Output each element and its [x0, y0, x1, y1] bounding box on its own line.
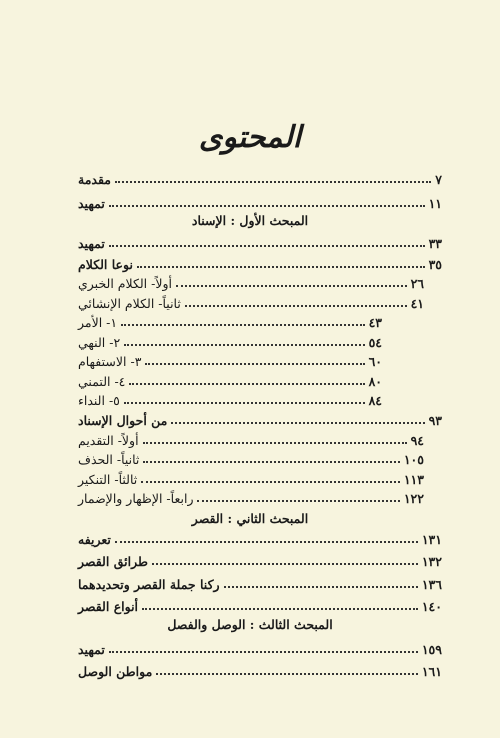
toc-entry-page-number: ١٣١: [421, 531, 442, 547]
toc-entry-page-number: ٨٠: [368, 373, 382, 389]
toc-entry-label: ركنا جملة القصر وتحديدهما: [78, 576, 220, 592]
toc-entry-label: أولاً- التقديم: [78, 432, 139, 448]
section-heading: المبحث الثالث : الوصل والفصل: [167, 617, 333, 632]
toc-entry-label: تعريفه: [78, 531, 111, 547]
toc-entry[interactable]: [74, 333, 382, 351]
toc-entry[interactable]: [74, 194, 442, 212]
dot-leader: [109, 205, 425, 207]
dot-leader: [176, 285, 407, 287]
toc-entry-label: أنواع القصر: [78, 598, 139, 614]
toc-entry[interactable]: [74, 313, 382, 331]
dot-leader: [115, 541, 418, 543]
dot-leader: [152, 563, 418, 565]
toc-entry-label: ٢- النهي: [78, 334, 121, 350]
toc-entry-page-number: ١٥٩: [421, 641, 442, 657]
toc-entry-label: ثانياً- الكلام الإنشائي: [78, 295, 181, 311]
dot-leader: [129, 383, 364, 385]
toc-entry-label: تمهيد: [78, 235, 105, 251]
toc-entry-label: ٤- التمني: [78, 373, 126, 389]
toc-entry-label: مقدمة: [78, 171, 111, 187]
dot-leader: [115, 181, 431, 183]
toc-entry-page-number: ٢٦: [410, 275, 424, 291]
toc-entry-label: مواطن الوصل: [78, 663, 153, 679]
section-heading: المبحث الأول : الإسناد: [191, 213, 309, 228]
toc-entry[interactable]: [74, 489, 424, 507]
toc-entry-label: ٣- الاستفهام: [78, 353, 142, 369]
toc-entry-page-number: ٤٣: [368, 314, 382, 330]
toc-entry[interactable]: [74, 411, 442, 429]
toc-entry[interactable]: [74, 391, 382, 409]
toc-entry-label: ثانياً- الحذف: [78, 451, 140, 467]
dot-leader: [121, 324, 364, 326]
toc-entry[interactable]: [74, 575, 442, 593]
toc-entry[interactable]: [74, 170, 442, 188]
toc-entry[interactable]: [74, 450, 424, 468]
dot-leader: [143, 442, 407, 444]
toc-entry[interactable]: [74, 662, 442, 680]
toc-entry-page-number: ١٦١: [421, 663, 442, 679]
toc-entry[interactable]: [74, 294, 424, 312]
dot-leader: [137, 266, 425, 268]
toc-entry-page-number: ١١: [428, 195, 442, 211]
toc-entry-page-number: ١٣٦: [421, 576, 442, 592]
toc-entry-label: نوعا الكلام: [78, 256, 133, 272]
dot-leader: [197, 500, 399, 502]
dot-leader: [224, 586, 418, 588]
dot-leader: [141, 481, 400, 483]
toc-entry-page-number: ١١٣: [403, 471, 424, 487]
toc-entry-page-number: ١٢٢: [403, 490, 424, 506]
toc-entry[interactable]: [74, 530, 442, 548]
dot-leader: [109, 651, 418, 653]
toc-entry-label: رابعاً- الإظهار والإضمار: [78, 490, 194, 506]
dot-leader: [145, 363, 364, 365]
dot-leader: [185, 305, 407, 307]
section-heading: المبحث الثاني : القصر: [191, 511, 309, 526]
toc-entry-page-number: ٩٤: [410, 432, 424, 448]
toc-entry-label: أولاً- الكلام الخبري: [78, 275, 172, 291]
dot-leader: [109, 245, 425, 247]
toc-entry-page-number: ٥٤: [368, 334, 382, 350]
dot-leader: [171, 422, 424, 424]
toc-entry-label: ٥- النداء: [78, 392, 120, 408]
toc-entry-label: من أحوال الإسناد: [78, 412, 168, 428]
toc-entry[interactable]: [74, 234, 442, 252]
toc-entry[interactable]: [74, 372, 382, 390]
toc-entry-label: ١- الأمر: [78, 314, 118, 330]
toc-entry[interactable]: [74, 640, 442, 658]
toc-entry[interactable]: [74, 274, 424, 292]
dot-leader: [124, 402, 365, 404]
dot-leader: [143, 461, 399, 463]
toc-entry-page-number: ٨٤: [368, 392, 382, 408]
toc-entry-page-number: ٧: [435, 171, 442, 187]
toc-entry-page-number: ٣٣: [428, 235, 442, 251]
toc-entry[interactable]: [74, 597, 442, 615]
toc-entry-label: طرائق القصر: [78, 553, 148, 569]
page-title: المحتوى: [198, 120, 302, 155]
toc-entry[interactable]: [74, 470, 424, 488]
toc-entry[interactable]: [74, 431, 424, 449]
toc-entry-page-number: ٤١: [410, 295, 424, 311]
toc-entry-label: تمهيد: [78, 195, 105, 211]
toc-entry[interactable]: [74, 255, 442, 273]
toc-entry-label: تمهيد: [78, 641, 105, 657]
toc-entry-page-number: ٣٥: [428, 256, 442, 272]
toc-entry-page-number: ٦٠: [368, 353, 382, 369]
toc-entry-page-number: ١٣٢: [421, 553, 442, 569]
toc-entry[interactable]: [74, 352, 382, 370]
toc-entry-label: ثالثاً- التنكير: [78, 471, 138, 487]
dot-leader: [142, 608, 418, 610]
toc-entry[interactable]: [74, 552, 442, 570]
toc-entry-page-number: ١٠٥: [403, 451, 424, 467]
toc-entry-page-number: ١٤٠: [421, 598, 442, 614]
dot-leader: [124, 344, 364, 346]
toc-entry-page-number: ٩٣: [428, 412, 442, 428]
dot-leader: [156, 673, 418, 675]
